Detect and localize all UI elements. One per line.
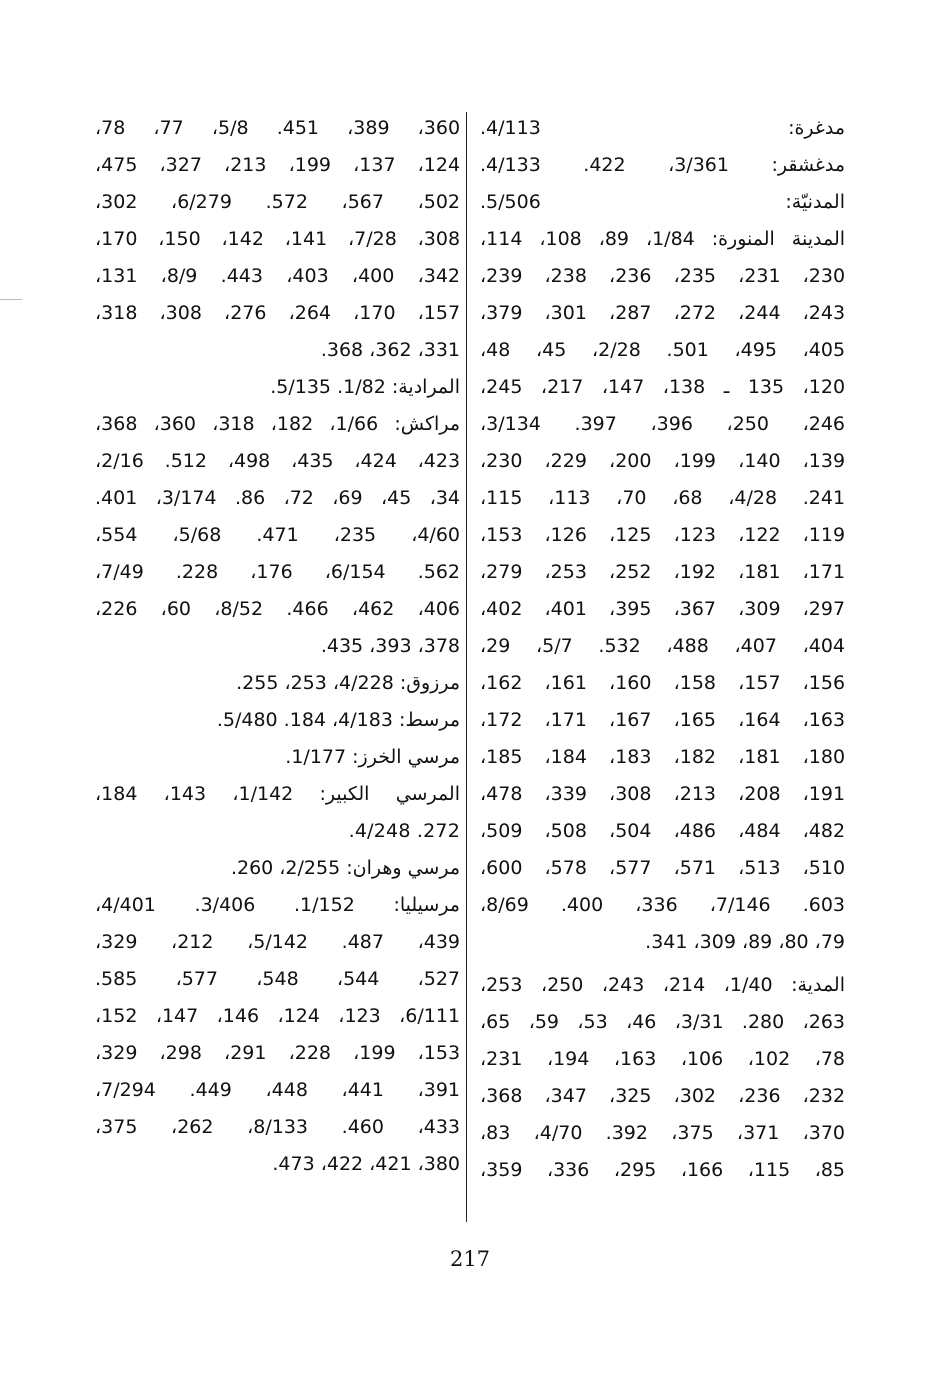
index-entry-line: 370، 371، 375، 392. 4/70، 83،: [480, 1122, 845, 1144]
page-number: 217: [449, 1247, 491, 1271]
index-entry-line: 119، 122، 123، 125، 126، 153،: [480, 524, 846, 546]
index-entry-line: 230، 231، 235، 236، 238، 239،: [480, 265, 846, 287]
index-entry-line: 180، 181، 182، 183، 184، 185،: [480, 746, 846, 768]
index-entry-line: المدية: 1/40، 214، 243، 250، 253،: [480, 974, 846, 996]
index-entry-line: 423، 424، 435، 498، 512. 2/16،: [95, 450, 461, 472]
column-divider: [466, 112, 467, 1222]
index-entry-line: 391، 441، 448، 449. 7/294،: [95, 1079, 460, 1101]
index-entry-line: 603. 7/146، 336، 400. 8/69،: [480, 894, 845, 916]
index-entry-line: 243، 244، 272، 287، 301، 379،: [480, 302, 846, 324]
index-entry-line: 34، 45، 69، 72، 86. 3/174، 401.: [95, 487, 461, 509]
index-entry-line: مراكش: 1/66، 182، 318، 360، 368،: [95, 413, 460, 435]
index-entry-line: مدغشقر: 3/361، 422. 4/133.: [480, 154, 845, 176]
index-entry-line: 156، 157، 158، 160، 161، 162،: [480, 672, 846, 694]
index-entry-line: 263، 280. 3/31، 46، 53، 59، 65،: [480, 1011, 845, 1033]
index-entry-line: 78، 102، 106، 163، 194، 231،: [480, 1048, 846, 1070]
index-entry-line: 562. 6/154، 176، 228. 7/49،: [95, 561, 460, 583]
index-entry-line: 85، 115، 166، 295، 336، 359،: [480, 1159, 846, 1181]
index-entry-line: 380، 421، 422، 473.: [272, 1153, 460, 1175]
index-entry-line: 360، 389، 451. 5/8، 77، 78،: [95, 117, 461, 139]
index-entry-line: 171، 181، 192، 252، 253، 279،: [480, 561, 846, 583]
index-entry-line: مرزوق: 4/228، 253، 255.: [236, 672, 460, 694]
index-entry-line: مرسي وهران: 2/255، 260.: [230, 857, 460, 879]
index-entry-line: 297، 309، 367، 395، 401، 402،: [480, 598, 846, 620]
index-entry-line: 124، 137، 199، 213، 327، 475،: [95, 154, 461, 176]
index-entry-line: 406، 462، 466. 8/52، 60، 226،: [95, 598, 460, 620]
index-entry-line: مرسط: 4/183، 184. 5/480.: [216, 709, 460, 731]
index-entry-line: 4/60، 235، 471. 5/68، 554،: [95, 524, 460, 546]
index-entry-line: 272. 4/248.: [348, 820, 460, 842]
index-entry-line: 157، 170، 264، 276، 308، 318،: [95, 302, 461, 324]
index-entry-line: 342، 400، 403، 443. 8/9، 131،: [95, 265, 460, 287]
index-entry-line: المرسي الكبير: 1/142، 143، 184،: [95, 783, 460, 805]
index-entry-line: 153، 199، 228، 291، 298، 329،: [95, 1042, 461, 1064]
index-entry-line: 331، 362، 368.: [320, 339, 460, 361]
index-entry-line: 510، 513، 571، 577، 578، 600،: [480, 857, 846, 879]
index-entry-line: 191، 208، 213، 308، 339، 478،: [480, 783, 846, 805]
index-entry-line: 139، 140، 199، 200، 229، 230،: [480, 450, 846, 472]
index-entry-line: 482، 484، 486، 504، 508، 509،: [480, 820, 846, 842]
index-entry-line: مرسيليا: 1/152. 3/406. 4/401،: [95, 894, 460, 916]
index-entry-line: 120، 135 ـ 138، 147، 217، 245،: [480, 376, 846, 398]
index-entry-line: 241. 4/28، 68، 70، 113، 115،: [480, 487, 846, 509]
index-column-right: [480, 110, 845, 1189]
index-entry-line: 246، 250، 396، 397. 3/134،: [480, 413, 845, 435]
index-entry-line: المدنيّة: 5/506.: [480, 191, 845, 213]
index-entry-line: مرسي الخرز: 1/177.: [285, 746, 460, 768]
scan-edge-mark: [0, 299, 22, 300]
index-entry-line: 433، 460. 8/133، 262، 375،: [95, 1116, 460, 1138]
index-entry-line: المرادية: 1/82. 5/135.: [270, 376, 460, 398]
index-entry-line: المدينة المنورة: 1/84، 89، 108، 114،: [480, 228, 846, 250]
index-column-left: [95, 110, 460, 1183]
index-entry-line: 232، 236، 302، 325، 347، 368،: [480, 1085, 846, 1107]
index-entry-line: 439، 487. 5/142، 212، 329،: [95, 931, 460, 953]
index-entry-line: 404، 407، 488، 532. 5/7، 29،: [480, 635, 846, 657]
index-entry-line: 378، 393، 435.: [320, 635, 460, 657]
index-entry-line: 163، 164، 165، 167، 171، 172،: [480, 709, 846, 731]
index-entry-line: 527، 544، 548، 577، 585.: [95, 968, 460, 990]
index-entry-line: 308، 7/28، 141، 142، 150، 170،: [95, 228, 461, 250]
index-entry-line: مدغرة: 4/113.: [480, 117, 845, 139]
index-entry-line: 79، 80، 89، 309، 341.: [645, 931, 845, 953]
index-entry-line: 6/111، 123، 124، 146، 147، 152،: [95, 1005, 461, 1027]
index-entry-line: 502، 567، 572. 6/279، 302،: [95, 191, 460, 213]
index-entry-line: 405، 495، 501. 2/28، 45، 48،: [480, 339, 846, 361]
